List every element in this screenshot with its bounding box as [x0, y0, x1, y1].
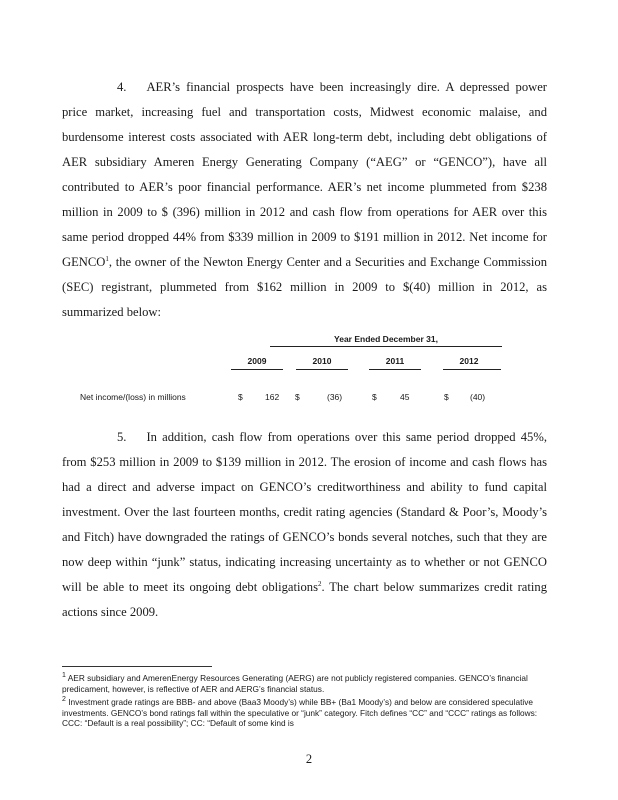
- table-currency-symbol: $: [238, 392, 243, 402]
- footnote-1-mark: 1: [62, 672, 66, 680]
- table-value-2012: (40): [470, 392, 486, 402]
- footnote-1-text: AER subsidiary and AmerenEnergy Resources Generating (AERG) are not publicly registered companies. GENCO’s financial predicament, however, is reflective of AER and AERG’s financial status.: [62, 673, 528, 694]
- table-value-2009: 162: [265, 392, 280, 402]
- paragraph-5-text: In addition, cash flow from operations over this same period dropped 45%, from $253 million in 2009 to $139 million in 2012. The erosion of income and cash flows has had a direct and adverse impact on GENCO’s creditworthiness and ability to fund capital investment. Over the last fourteen months, credit rating agencies (Standard & Poor’s, Moody’s and Fitch) have downgraded the ratings of GENCO’s bonds several notches, such that they are now deep within “junk” status, indicating increasing uncertainty as to whether or not GENCO will be able to meet its ongoing debt obligations: [62, 430, 547, 594]
- page-number: 2: [305, 752, 313, 766]
- table-year-rule: [443, 369, 501, 370]
- footnote-2-text: Investment grade ratings are BBB- and above (Baa3 Moody’s) while BB+ (Ba1 Moody’s) and below are considered speculative investments. GENCO’s bond ratings fall within the speculative or “junk” category. Fitch defines “CC” and “CCC” ratings as follows: CCC: “Default is a real possibility”; CC: “Default of some kind is: [62, 697, 538, 728]
- table-currency-symbol: $: [372, 392, 377, 402]
- table-value-2011: 45: [400, 392, 410, 402]
- paragraph-5-number: 5.: [117, 430, 127, 444]
- table-value-2010: (36): [327, 392, 343, 402]
- footnote-ref-2[interactable]: 2: [318, 579, 322, 588]
- table-currency-symbol: $: [295, 392, 300, 402]
- footnote-2: [62, 697, 547, 729]
- footnote-separator: [62, 666, 212, 667]
- table-currency-symbol: $: [444, 392, 449, 402]
- paragraph-4-text-cont: , the owner of the Newton Energy Center and a Securities and Exchange Commission (SEC) registrant, plummeted from $162 million in 2009 to $(40) million in 2012, as summarized below:: [62, 255, 547, 319]
- paragraph-5: [62, 425, 547, 625]
- table-year-2011: 2011: [385, 356, 405, 366]
- table-year-2009: 2009: [247, 356, 267, 366]
- table-year-header: Year Ended December 31,: [334, 334, 438, 344]
- footnote-1: [62, 673, 547, 694]
- paragraph-4-text: AER’s financial prospects have been increasingly dire. A depressed power price market, increasing fuel and transportation costs, Midwest economic malaise, and burdensome interest costs associated with AER long-term debt, including debt obligations of AER subsidiary Ameren Energy Generating Company (“AEG” or “GENCO”), have all contributed to AER’s poor financial performance. AER’s net income plummeted from $238 million in 2009 to $ (396) million in 2012 and cash flow from operations for AER over this same period dropped 44% from $339 million in 2009 to $191 million in 2012. Net income for GENCO: [62, 80, 547, 269]
- footnote-ref-1[interactable]: 1: [105, 254, 109, 263]
- footnote-2-mark: 2: [62, 696, 66, 704]
- table-year-2012: 2012: [459, 356, 479, 366]
- table-year-rule: [231, 369, 283, 370]
- table-year-2010: 2010: [312, 356, 332, 366]
- paragraph-4-number: 4.: [117, 80, 127, 94]
- paragraph-5-text-cont: . The chart below summarizes credit rating actions since 2009.: [62, 580, 547, 619]
- table-year-rule: [369, 369, 421, 370]
- table-header-rule: [270, 346, 502, 347]
- paragraph-4: [62, 75, 547, 325]
- table-year-rule: [296, 369, 348, 370]
- table-row-label: Net income/(loss) in millions: [80, 392, 186, 402]
